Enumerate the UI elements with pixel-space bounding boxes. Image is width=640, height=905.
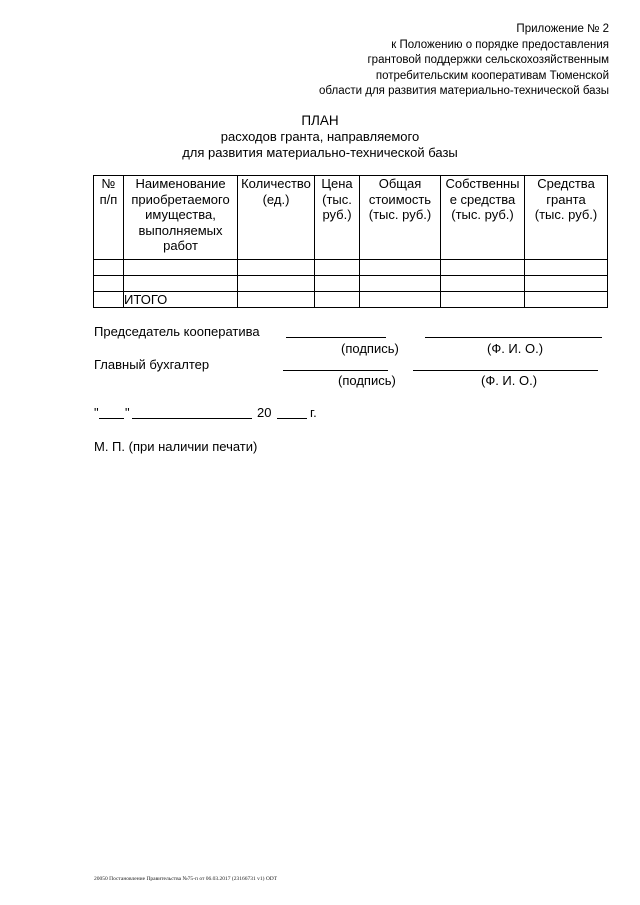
chairman-signature-line [286,337,386,338]
date-year-suffix: г. [310,405,317,420]
date-month-line [132,418,252,419]
accountant-name-line [413,370,598,371]
header-item-name: Наименование приобретаемого имущества, выполняемых работ [124,176,238,260]
stamp-note: М. П. (при наличии печати) [94,439,258,454]
accountant-label: Главный бухгалтер [94,357,210,372]
header-own-funds: Собственны е средства (тыс. руб.) [441,176,525,260]
chairman-label: Председатель кооператива [94,324,260,339]
header-number: № п/п [94,176,124,260]
title-line: расходов гранта, направляемого [220,129,420,144]
date-quote-close: " [125,405,130,420]
footer-note: 20050 Постановление Правительства №75-п от 06.03.2017 (23166731 v1) ODT [94,876,278,882]
date-year-line [277,418,307,419]
appendix-line: грантовой поддержки сельскохозяйственным [367,54,609,66]
plan-table [93,175,608,308]
name-caption: (Ф. И. О.) [481,373,538,388]
signature-caption: (подпись) [341,341,399,356]
table-row [94,276,608,292]
name-caption: (Ф. И. О.) [487,341,544,356]
header-total-cost: Общая стоимость (тыс. руб.) [360,176,441,260]
table-row [94,260,608,276]
signature-caption: (подпись) [338,373,396,388]
header-price: Цена (тыс. руб.) [315,176,360,260]
date-year-prefix: 20 [257,405,272,420]
appendix-line: к Положению о порядке предоставления [391,38,609,51]
total-row [94,292,608,308]
date-day-line [99,418,124,419]
title-main: ПЛАН [301,113,339,128]
total-label: ИТОГО [124,292,238,308]
appendix-line: Приложение № 2 [516,23,609,35]
chairman-name-line [425,337,602,338]
accountant-signature-line [283,370,388,371]
date-quote-open: " [94,405,99,420]
header-quantity: Количество (ед.) [238,176,315,260]
appendix-heading [319,22,609,100]
table-header-row [94,176,608,260]
header-grant-funds: Средства гранта (тыс. руб.) [525,176,608,260]
title-line: для развития материально-технической базы [182,145,458,160]
appendix-line: области для развития материально-технической базы [319,85,609,97]
appendix-line: потребительским кооперативам Тюменской [375,69,609,82]
document-title [0,113,640,161]
